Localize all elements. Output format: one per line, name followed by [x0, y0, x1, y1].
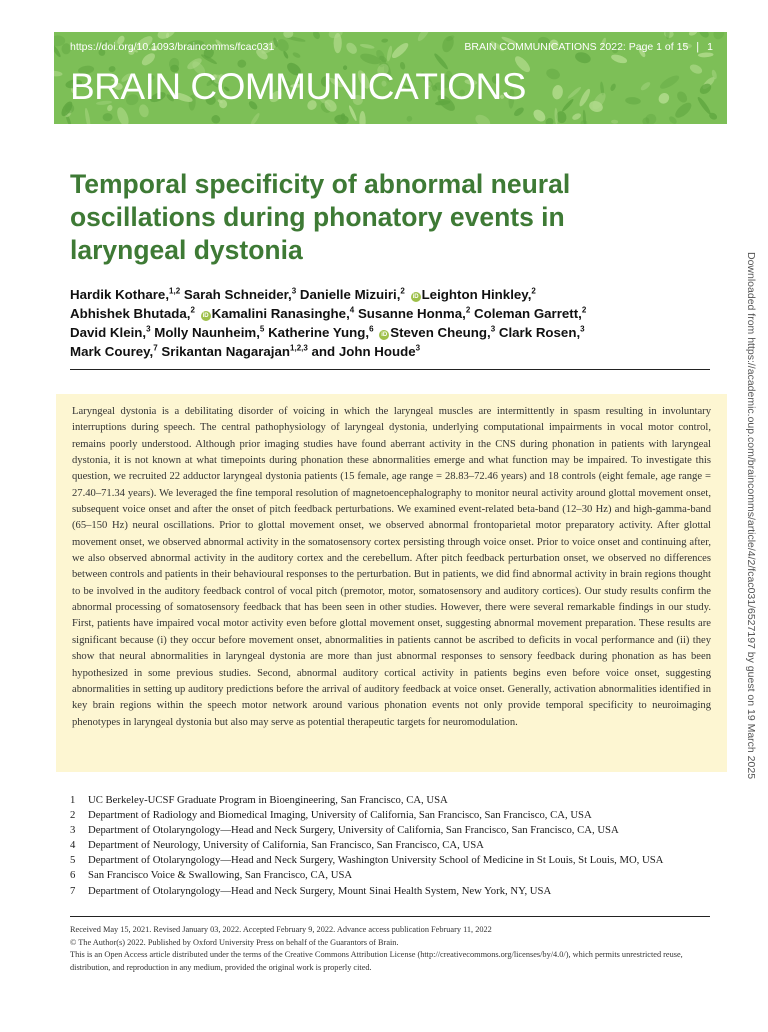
affiliation-number: 7 [70, 884, 76, 897]
author-name: Mark Courey, [70, 344, 154, 359]
author-affiliation-mark: 2 [531, 286, 536, 296]
texture-blob [609, 83, 616, 92]
texture-blob [554, 108, 558, 124]
journal-name: BRAIN COMMUNICATIONS [70, 66, 526, 107]
texture-blob [210, 114, 221, 124]
license-line: distribution, and reproduction in any medium, provided the original work is properly cited. [70, 962, 372, 972]
affiliation-item [70, 808, 720, 823]
texture-blob [611, 120, 618, 124]
affiliation-item [70, 838, 720, 853]
affiliation-item [70, 868, 720, 883]
affiliation-text: Department of Otolaryngology—Head and Neck Surgery, University of California, San Francisco, San Francisco, CA, USA [88, 824, 619, 837]
author-name: Abhishek Bhutada, [70, 306, 191, 321]
article-footer [70, 924, 718, 974]
author-name: Katherine Yung, [268, 325, 370, 340]
affiliation-number: 2 [70, 809, 76, 822]
download-note [741, 252, 761, 1032]
header-separator: | [696, 41, 700, 53]
doi-link[interactable]: https://doi.org/10.1093/braincomms/fcac031 [70, 41, 275, 53]
author-name: Molly Naunheim, [154, 325, 260, 340]
texture-blob [102, 113, 113, 122]
affiliation-text: San Francisco Voice & Swallowing, San Francisco, CA, USA [88, 869, 353, 882]
copyright-line: © The Author(s) 2022. Published by Oxford University Press on behalf of the Guarantors of Brain. [70, 937, 399, 947]
article-title: Temporal specificity of abnormal neural oscillations during phonatory events in laryngeal dystonia [70, 169, 571, 265]
texture-blob [115, 106, 131, 124]
author-name: and John Houde [311, 344, 416, 359]
divider-rule [70, 369, 710, 370]
author-list [70, 285, 710, 361]
texture-blob [688, 63, 703, 76]
texture-blob [571, 112, 582, 121]
affiliation-number: 3 [70, 824, 76, 837]
author-affiliation-mark: 5 [259, 324, 265, 334]
author-affiliation-mark: 2 [465, 305, 471, 315]
texture-blob [359, 111, 365, 124]
affiliation-item [70, 884, 720, 899]
affiliation-number: 4 [70, 839, 76, 852]
affiliation-text: Department of Otolaryngology—Head and Neck Surgery, Washington University School of Medicine in St Louis, St Louis, MO, USA [88, 854, 664, 867]
author-affiliation-mark: 3 [146, 324, 151, 334]
texture-blob [544, 116, 555, 124]
texture-blob [673, 100, 694, 120]
affiliation-item [70, 853, 720, 868]
affiliation-text: Department of Otolaryngology—Head and Neck Surgery, Mount Sinai Health System, New York, NY, USA [88, 884, 552, 897]
author-affiliation-mark: 2 [400, 286, 405, 296]
texture-blob [675, 90, 689, 105]
texture-blob [658, 73, 681, 91]
author-name: Clark Rosen, [498, 325, 581, 340]
author-name: Sarah Schneider, [183, 287, 292, 302]
banner-header-line [70, 39, 713, 55]
author-affiliation-mark: 6 [369, 324, 374, 334]
affiliation-text: Department of Radiology and Biomedical Imaging, University of California, San Francisco, San Francisco, CA, USA [88, 809, 592, 822]
texture-blob [688, 32, 699, 37]
affiliation-item [70, 793, 720, 808]
author-name: Hardik Kothare, [70, 287, 170, 302]
texture-blob [334, 114, 349, 124]
author-affiliation-mark: 4 [349, 305, 355, 315]
affiliation-text: Department of Neurology, University of California, San Francisco, San Francisco, CA, USA [88, 839, 484, 852]
texture-blob [551, 84, 563, 100]
affiliation-number: 6 [70, 869, 76, 882]
journal-page-label: BRAIN COMMUNICATIONS 2022: Page 1 of 15 [464, 41, 689, 53]
orcid-icon[interactable]: iD [381, 332, 388, 338]
footer-divider-rule [70, 916, 710, 917]
texture-blob [84, 108, 92, 124]
abstract-box [56, 394, 727, 772]
author-affiliation-mark: 3 [415, 343, 421, 353]
texture-blob [567, 86, 582, 100]
page-number: 1 [707, 41, 713, 53]
author-name: Steven Cheung, [390, 325, 491, 340]
abstract-text: Laryngeal dystonia is a debilitating disorder of voicing in which the laryngeal muscles are intermittently in spasm resulting in involuntary interruptions during speech. The central pathophysiology of laryngeal dystonia, underlying computational impairments in vocal motor control, remains poorly understood. Although prior imaging studies have found aberrant activity in the CNS during phonation in patients with laryngeal dystonia, it is not known at what timepoints during phonation these abnormalities emerge and what function may be impaired. To investigate this question, we recruited 22 adductor laryngeal dystonia patients (15 female, age range = 28.83–72.46 years) and 18 controls (eight female, age range = 27.40–71.34 years). We leveraged the fine temporal resolution of magnetoencephalography to monitor neural activity around glottal movement onset, subsequent voice onset and after the onset of pitch feedback perturbations. We examined event-related beta-band (12–30 Hz) and high-gamma-band (65–150 Hz) neural oscillations. Prior to glottal movement onset, we observed abnormal frontoparietal motor preparatory activity. After glottal movement onset, we observed abnormal activity in the somatosensory cortex persisting through voice onset. Prior to voice onset and continuing after, we also observed abnormal activity in the auditory cortex and the cerebellum. After pitch feedback perturbation onset, we observed no differences between controls and patients in their behavioural responses to the perturbation. But in patients, we did find abnormal activity in brain regions thought to be involved in the auditory feedback control of vocal pitch (premotor, motor, somatosensory and auditory cortices). Our study results confirm the abnormal processing of somatosensory feedback that has been seen in other studies. However, there were several remarkable findings in our study. First, patients have impaired vocal motor activity even before glottal movement onset, suggesting abnormal movement preparation. These results are significant because (i) they occur before movement onset, abnormalities in patients cannot be ascribed to deficits in vocal performance and (ii) they show that neural abnormalities in laryngeal dystonia are more than just abnormal responses to sensory feedback during phonation as has been hypothesized in some previous studies. Second, abnormal auditory cortical activity in patients begins even before voice onset, suggesting abnormalities in setting up auditory predictions before the arrival of auditory feedback at voice onset. Generally, activation abnormalities identified in key brain regions within the speech motor network around various phonation events not only provide temporal specificity to neuroimaging phenotypes in laryngeal dystonia but also may serve as potential therapeutic targets for neuromodulation. [72, 406, 711, 728]
author-affiliation-mark: 7 [153, 343, 158, 353]
texture-blob [639, 81, 651, 92]
texture-blob [625, 97, 641, 105]
author-affiliation-mark: 1,2 [169, 286, 181, 296]
texture-blob [473, 112, 492, 124]
author-name: Srikantan Nagarajan [161, 344, 291, 359]
author-name: Kamalini Ranasinghe, [211, 306, 350, 321]
texture-blob [561, 98, 575, 113]
affiliation-number: 1 [70, 794, 76, 806]
orcid-icon[interactable]: iD [202, 313, 209, 319]
affiliation-number: 5 [70, 854, 76, 867]
texture-blob [711, 32, 726, 41]
texture-blob [656, 91, 671, 106]
affiliation-item [70, 823, 720, 838]
journal-banner [54, 32, 727, 124]
license-line: This is an Open Access article distributed under the terms of the Creative Commons Attribution License (http://creativecommons.org/licenses/by/4.0/), which permits unrestricted reuse, [70, 950, 683, 959]
author-name: Susanne Honma, [357, 306, 466, 321]
texture-blob [249, 112, 261, 124]
texture-blob [545, 67, 562, 81]
orcid-icon[interactable]: iD [412, 294, 419, 300]
author-affiliation-mark: 2 [581, 305, 587, 315]
received-dates: Received May 15, 2021. Revised January 03, 2022. Accepted February 9, 2022. Advance access publication February 11, 2022 [70, 925, 492, 934]
affiliation-list [70, 793, 720, 899]
author-affiliation-mark: 3 [490, 324, 496, 334]
affiliation-text: UC Berkeley-UCSF Graduate Program in Bioengineering, San Francisco, CA, USA [88, 794, 448, 806]
texture-blob [54, 70, 63, 77]
author-name: Coleman Garrett, [473, 306, 582, 321]
author-name: Leighton Hinkley, [421, 287, 532, 302]
download-note-text: Downloaded from https://academic.oup.com/braincomms/article/4/2/fcac031/6527197 by guest on 19 March 2025 [745, 252, 757, 780]
author-affiliation-mark: 2 [190, 305, 195, 315]
banner-page-info [464, 41, 713, 53]
texture-blob [696, 96, 712, 116]
author-name: Danielle Mizuiri, [299, 287, 401, 302]
texture-blob [531, 107, 548, 124]
author-affiliation-mark: 1,2,3 [290, 343, 308, 353]
texture-blob [406, 115, 413, 122]
author-affiliation-mark: 3 [580, 324, 585, 334]
author-affiliation-mark: 3 [291, 286, 297, 296]
author-name: David Klein, [70, 325, 147, 340]
